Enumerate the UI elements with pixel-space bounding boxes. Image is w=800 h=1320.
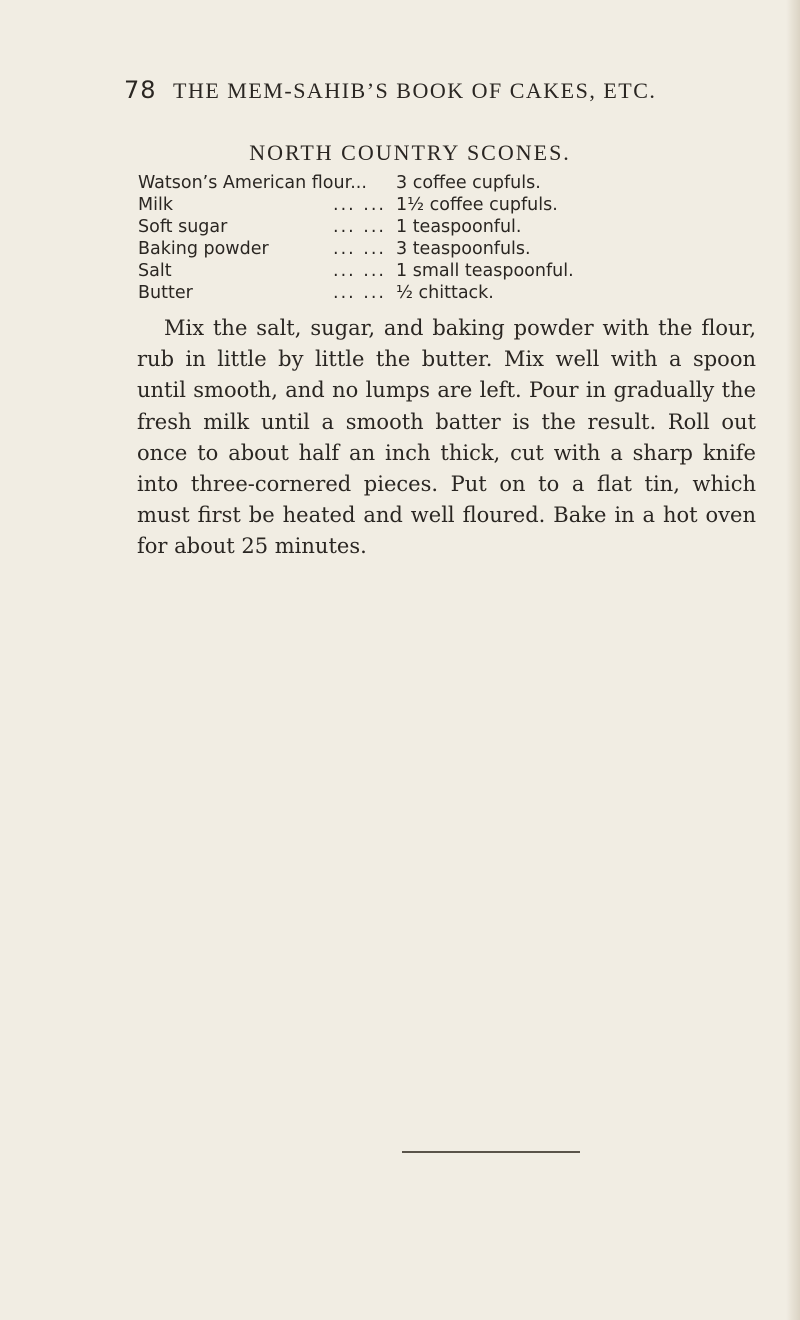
ingredient-row	[138, 216, 778, 238]
ingredient-quantity: ½ chittack.	[396, 283, 494, 303]
ingredient-name: Butter	[138, 283, 193, 303]
ingredient-quantity: 3 coffee cupfuls.	[396, 173, 541, 193]
ingredient-quantity: 1 small teaspoonful.	[396, 261, 574, 281]
ingredient-quantity: 1 teaspoonful.	[396, 217, 522, 237]
ingredient-name: Watson’s American flour	[138, 173, 351, 193]
running-head	[124, 76, 724, 104]
ingredient-leader-dots: ...	[350, 173, 367, 193]
page-number: 78	[124, 76, 157, 104]
page-edge-shadow	[786, 0, 800, 1320]
end-rule	[402, 1151, 580, 1153]
ingredient-leader-dots: ... ...	[333, 239, 386, 259]
ingredient-quantity: 1½ coffee cupfuls.	[396, 195, 558, 215]
ingredient-quantity: 3 teaspoonfuls.	[396, 239, 531, 259]
recipe-title: NORTH COUNTRY SCONES.	[249, 140, 571, 165]
ingredient-row	[138, 238, 778, 260]
ingredient-name: Milk	[138, 195, 173, 215]
ingredient-row	[138, 172, 778, 194]
ingredient-leader-dots: ... ...	[333, 283, 386, 303]
method-paragraph: Mix the salt, sugar, and baking powder with the flour, rub in little by little the butter. Mix well with a spoon until smooth, and no lumps are left. Pour in gradually the fresh milk until a smooth batter is the result. Roll out once to about half an inch thick, cut with a sharp knife into three-cornered pieces. Put on to a flat tin, which must first be heated and well floured. Bake in a hot oven for about 25 minutes.	[137, 316, 756, 559]
ingredient-list	[138, 172, 778, 304]
ingredient-row	[138, 194, 778, 216]
ingredient-leader-dots: ... ...	[333, 195, 386, 215]
ingredient-row	[138, 260, 778, 282]
ingredient-leader-dots: ... ...	[333, 261, 386, 281]
ingredient-name: Baking powder	[138, 239, 269, 259]
ingredient-leader-dots: ... ...	[333, 217, 386, 237]
ingredient-row	[138, 282, 778, 304]
ingredient-name: Salt	[138, 261, 172, 281]
ingredient-name: Soft sugar	[138, 217, 228, 237]
running-head-title: THE MEM-SAHIB’S BOOK OF CAKES, ETC.	[173, 78, 657, 103]
